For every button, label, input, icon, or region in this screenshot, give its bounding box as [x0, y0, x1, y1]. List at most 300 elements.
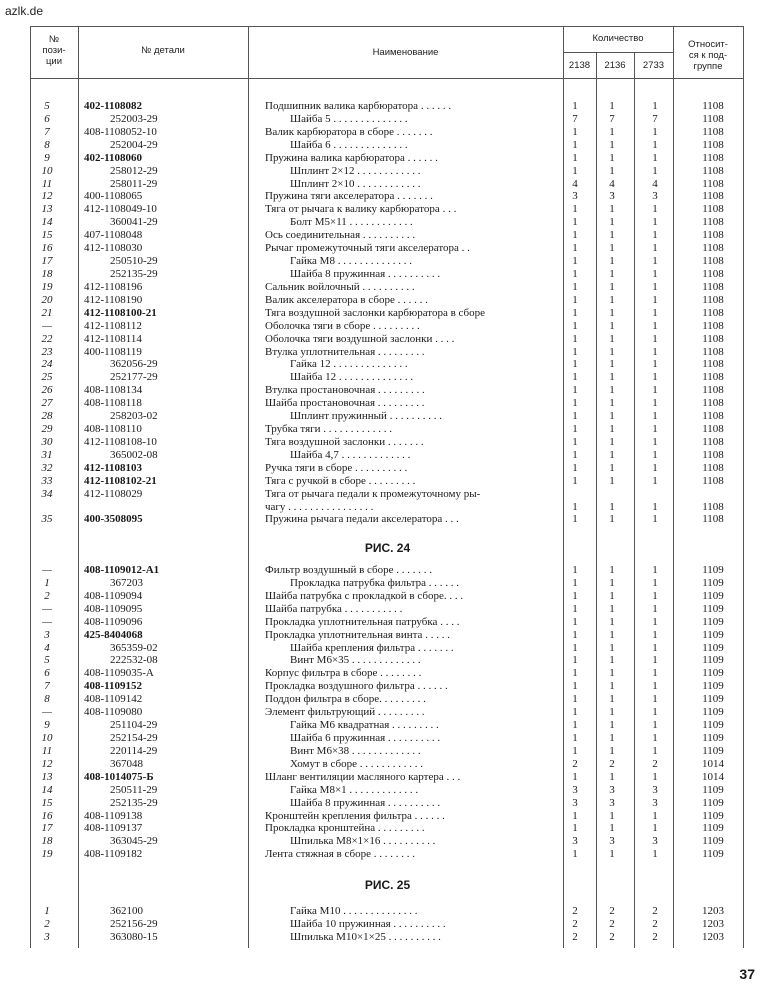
part-name: Пружина валика карбюратора . . . . . . — [265, 151, 438, 164]
position-number: 32 — [41, 461, 53, 474]
table-row — [0, 139, 775, 152]
qty-2136: 1 — [609, 474, 615, 487]
part-number: 362100 — [110, 905, 143, 917]
part-name: Шпилька M10×1×25 . . . . . . . . . . — [290, 930, 441, 943]
position-number: 8 — [44, 138, 50, 151]
position-number: 2 — [44, 589, 50, 602]
subgroup: 1108 — [702, 151, 724, 164]
position-number: — — [42, 564, 52, 576]
part-number: 250511-29 — [110, 783, 158, 796]
part-number: 408-1109080 — [84, 706, 143, 719]
qty-2136: 1 — [609, 848, 615, 861]
subgroup: 1109 — [702, 796, 724, 809]
table-row — [0, 848, 775, 861]
header-bottom-border — [30, 78, 743, 79]
qty-2136: 1 — [609, 680, 615, 693]
qty-2733: 1 — [652, 500, 658, 513]
subgroup: 1109 — [702, 654, 724, 667]
table-row — [0, 797, 775, 810]
table-row — [0, 758, 775, 771]
position-number: 30 — [41, 435, 53, 448]
position-number: 29 — [41, 423, 53, 435]
qty-2138: 1 — [572, 513, 578, 526]
qty-2138: 1 — [572, 615, 578, 628]
part-name: Шланг вентиляции масляного картера . . . — [265, 770, 461, 783]
part-number: 367048 — [110, 757, 143, 770]
qty-2136: 1 — [609, 641, 615, 654]
qty-2733: 1 — [652, 423, 658, 435]
part-name: Прокладка уплотнительная винта . . . . . — [265, 628, 450, 641]
part-name: Хомут в сборе . . . . . . . . . . . . — [290, 757, 423, 770]
subgroup: 1108 — [702, 410, 724, 423]
qty-2136: 1 — [609, 628, 615, 641]
qty-2138: 1 — [572, 203, 578, 216]
part-number: 258012-29 — [110, 164, 158, 177]
table-row — [0, 931, 775, 944]
qty-2733: 1 — [652, 564, 658, 576]
part-number: 220114-29 — [110, 744, 158, 757]
part-number: 402-1108082 — [84, 100, 143, 112]
position-number: 14 — [41, 783, 53, 796]
part-number: 408-1109142 — [84, 693, 143, 706]
qty-2138: 1 — [572, 848, 578, 861]
qty-2138: 1 — [572, 448, 578, 461]
subgroup: 1108 — [702, 513, 724, 526]
part-name: Шайба патрубка . . . . . . . . . . . — [265, 602, 403, 615]
part-name: Тяга от рычага педали к промежуточному ры- — [265, 487, 481, 500]
qty-2733: 1 — [652, 615, 658, 628]
part-number: 408-1108052-10 — [84, 125, 157, 138]
qty-2733: 1 — [652, 732, 658, 744]
part-number: 408-1108134 — [84, 384, 143, 397]
part-number: 412-1108112 — [84, 319, 142, 332]
part-name: Корпус фильтра в сборе . . . . . . . . — [265, 667, 422, 680]
qty-2136: 2 — [609, 757, 615, 770]
part-name: Шплинт пружинный . . . . . . . . . . — [290, 410, 442, 423]
table-row — [0, 822, 775, 835]
subgroup: 1108 — [702, 216, 724, 229]
part-name: Шплинт 2×10 . . . . . . . . . . . . — [290, 177, 421, 190]
qty-2138: 1 — [572, 500, 578, 513]
qty-2138: 2 — [572, 930, 578, 943]
qty-2136: 1 — [609, 410, 615, 423]
part-name: Ручка тяги в сборе . . . . . . . . . . — [265, 461, 408, 474]
qty-2733: 1 — [652, 589, 658, 602]
subgroup: 1109 — [702, 783, 724, 796]
position-number: 27 — [41, 397, 53, 410]
part-name: Фильтр воздушный в сборе . . . . . . . — [265, 564, 433, 576]
subgroup: 1109 — [702, 576, 724, 589]
table-row — [0, 784, 775, 797]
header-position: № пози- ции — [42, 34, 66, 67]
qty-2733: 1 — [652, 435, 658, 448]
subgroup: 1108 — [702, 242, 724, 255]
part-name: Шайба 5 . . . . . . . . . . . . . . — [290, 112, 408, 125]
table-row — [0, 333, 775, 346]
qty-2733: 1 — [652, 151, 658, 164]
part-number: 365002-08 — [110, 448, 158, 461]
position-number: 22 — [41, 332, 53, 345]
qty-2138: 1 — [572, 461, 578, 474]
part-number: 252154-29 — [110, 732, 158, 744]
part-number: 412-1108030 — [84, 242, 143, 255]
qty-2733: 1 — [652, 268, 658, 280]
qty-2136: 1 — [609, 822, 615, 835]
table-row — [0, 732, 775, 745]
qty-2136: 1 — [609, 138, 615, 151]
subgroup: 1108 — [702, 177, 724, 190]
qty-2138: 1 — [572, 654, 578, 667]
table-row — [0, 680, 775, 693]
qty-2136: 1 — [609, 589, 615, 602]
qty-2733: 1 — [652, 319, 658, 332]
table-row — [0, 918, 775, 931]
part-number: 258203-02 — [110, 410, 158, 423]
qty-2138: 1 — [572, 410, 578, 423]
qty-2733: 1 — [652, 848, 658, 861]
subgroup: 1108 — [702, 461, 724, 474]
part-name: Шайба 6 . . . . . . . . . . . . . . — [290, 138, 408, 151]
qty-2138: 1 — [572, 384, 578, 397]
qty-2138: 1 — [572, 809, 578, 822]
qty-2733: 1 — [652, 345, 658, 358]
table-row — [0, 488, 775, 501]
part-name: Валик акселератора в сборе . . . . . . — [265, 293, 428, 306]
figure-heading: РИС. 25 — [364, 878, 411, 892]
table-row — [0, 152, 775, 165]
qty-2138: 1 — [572, 229, 578, 242]
part-number: 252156-29 — [110, 917, 158, 930]
qty-2733: 1 — [652, 513, 658, 526]
qty-2733: 1 — [652, 474, 658, 487]
subgroup: 1108 — [702, 319, 724, 332]
qty-2138: 1 — [572, 125, 578, 138]
table-row — [0, 113, 775, 126]
header-part-number: № детали — [141, 45, 185, 56]
qty-2138: 1 — [572, 216, 578, 229]
qty-2136: 1 — [609, 576, 615, 589]
qty-2136: 1 — [609, 229, 615, 242]
position-number: 12 — [41, 757, 53, 770]
part-number: 412-1108103 — [84, 461, 143, 474]
subgroup: 1109 — [702, 564, 724, 576]
part-name: Пружина тяги акселератора . . . . . . . — [265, 190, 433, 203]
part-number: 408-1109096 — [84, 615, 143, 628]
position-number: 25 — [41, 371, 53, 384]
part-number: 367203 — [110, 576, 143, 589]
table-row — [0, 436, 775, 449]
qty-2733: 1 — [652, 384, 658, 397]
part-name: Гайка M8 . . . . . . . . . . . . . . — [290, 255, 412, 267]
table-row — [0, 384, 775, 397]
qty-2136: 3 — [609, 783, 615, 796]
part-number: 400-1108065 — [84, 190, 143, 203]
part-name: Гайка 12 . . . . . . . . . . . . . . — [290, 358, 408, 371]
qty-2733: 1 — [652, 100, 658, 112]
part-name: Шпилька M8×1×16 . . . . . . . . . . — [290, 835, 436, 848]
part-number: 360041-29 — [110, 216, 158, 229]
qty-2138: 1 — [572, 280, 578, 293]
part-name: Шайба 4,7 . . . . . . . . . . . . . — [290, 448, 411, 461]
position-number: 28 — [41, 410, 53, 423]
subgroup: 1108 — [702, 125, 724, 138]
part-name: Втулка уплотнительная . . . . . . . . . — [265, 345, 425, 358]
position-number: 31 — [41, 448, 53, 461]
part-number: 222532-08 — [110, 654, 158, 667]
part-name: Прокладка кронштейна . . . . . . . . . — [265, 822, 425, 835]
subgroup: 1108 — [702, 164, 724, 177]
part-name: Втулка простановочная . . . . . . . . . — [265, 384, 425, 397]
part-number: 400-3508095 — [84, 513, 143, 526]
qty-2733: 1 — [652, 125, 658, 138]
part-name: Шайба 12 . . . . . . . . . . . . . . — [290, 371, 414, 384]
part-name: Прокладка патрубка фильтра . . . . . . — [290, 576, 460, 589]
qty-2138: 3 — [572, 190, 578, 203]
position-number: 2 — [44, 917, 50, 930]
qty-2136: 1 — [609, 719, 615, 731]
table-row — [0, 281, 775, 294]
part-number: 408-1109152 — [84, 680, 143, 693]
table-row — [0, 371, 775, 384]
part-number: 408-1109137 — [84, 822, 143, 835]
part-number: 425-8404068 — [84, 628, 143, 641]
qty-2733: 1 — [652, 641, 658, 654]
position-number: 18 — [41, 268, 53, 280]
qty-2733: 1 — [652, 448, 658, 461]
qty-2733: 1 — [652, 576, 658, 589]
part-number: 250510-29 — [110, 255, 158, 267]
qty-2138: 1 — [572, 358, 578, 371]
position-number: 33 — [41, 474, 53, 487]
qty-2733: 3 — [652, 796, 658, 809]
position-number: 18 — [41, 835, 53, 848]
part-name: Тяга от рычага к валику карбюратора . . . — [265, 203, 457, 216]
table-row — [0, 178, 775, 191]
table-row — [0, 810, 775, 823]
part-name: Винт M6×38 . . . . . . . . . . . . . — [290, 744, 421, 757]
qty-2138: 2 — [572, 905, 578, 917]
part-number: 363080-15 — [110, 930, 158, 943]
subgroup: 1109 — [702, 628, 724, 641]
position-number: 5 — [44, 654, 50, 667]
table-row — [0, 320, 775, 333]
subgroup: 1109 — [702, 667, 724, 680]
qty-2138: 4 — [572, 177, 578, 190]
qty-2138: 1 — [572, 397, 578, 410]
qty-2733: 1 — [652, 693, 658, 706]
part-number: 408-1108118 — [84, 397, 142, 410]
qty-2138: 1 — [572, 706, 578, 719]
part-name: Шплинт 2×12 . . . . . . . . . . . . — [290, 164, 421, 177]
qty-2136: 1 — [609, 500, 615, 513]
qty-2136: 1 — [609, 654, 615, 667]
subgroup: 1109 — [702, 835, 724, 848]
header-subgroup: Относит- ся к под- группе — [688, 39, 728, 72]
part-name: Шайба 8 пружинная . . . . . . . . . . — [290, 796, 441, 809]
table-row — [0, 642, 775, 655]
position-number: 6 — [44, 112, 50, 125]
qty-2136: 1 — [609, 319, 615, 332]
table-row — [0, 397, 775, 410]
table-row — [0, 268, 775, 281]
qty-2136: 3 — [609, 190, 615, 203]
qty-2138: 1 — [572, 255, 578, 267]
part-number: 362056-29 — [110, 358, 158, 371]
subgroup: 1108 — [702, 358, 724, 371]
part-number: 412-1108102-21 — [84, 474, 157, 487]
qty-2733: 1 — [652, 461, 658, 474]
qty-2136: 1 — [609, 513, 615, 526]
qty-2733: 2 — [652, 905, 658, 917]
position-number: 6 — [44, 667, 50, 680]
position-number: 35 — [41, 513, 53, 526]
header-model-2733: 2733 — [642, 60, 665, 71]
part-name: чагу . . . . . . . . . . . . . . . . — [265, 500, 374, 513]
qty-2138: 1 — [572, 242, 578, 255]
position-number: 9 — [44, 151, 50, 164]
part-name: Элемент фильтрующий . . . . . . . . . — [265, 706, 425, 719]
subgroup: 1109 — [702, 744, 724, 757]
position-number: 12 — [41, 190, 53, 203]
qty-2136: 1 — [609, 345, 615, 358]
table-row — [0, 577, 775, 590]
qty-2733: 3 — [652, 783, 658, 796]
position-number: 19 — [41, 280, 53, 293]
position-number: 7 — [44, 680, 50, 693]
table-row — [0, 294, 775, 307]
part-number: 408-1109094 — [84, 589, 143, 602]
qty-2733: 1 — [652, 371, 658, 384]
qty-2733: 1 — [652, 602, 658, 615]
subgroup: 1108 — [702, 203, 724, 216]
subgroup: 1108 — [702, 280, 724, 293]
table-row — [0, 190, 775, 203]
subgroup: 1109 — [702, 693, 724, 706]
position-number: 8 — [44, 693, 50, 706]
qty-2733: 2 — [652, 930, 658, 943]
table-row — [0, 242, 775, 255]
part-number: 402-1108060 — [84, 151, 143, 164]
part-number: 251104-29 — [110, 719, 158, 731]
position-number: 15 — [41, 796, 53, 809]
qty-2138: 1 — [572, 628, 578, 641]
qty-2733: 1 — [652, 332, 658, 345]
table-row — [0, 475, 775, 488]
header-name: Наименование — [372, 47, 439, 58]
table-row — [0, 462, 775, 475]
part-name: Болт M5×11 . . . . . . . . . . . . — [290, 216, 413, 229]
qty-2138: 1 — [572, 693, 578, 706]
qty-2138: 1 — [572, 319, 578, 332]
qty-2136: 1 — [609, 809, 615, 822]
qty-2136: 1 — [609, 435, 615, 448]
part-number: 252003-29 — [110, 112, 158, 125]
position-number: — — [42, 319, 52, 332]
qty-2138: 1 — [572, 100, 578, 112]
qty-2733: 3 — [652, 190, 658, 203]
subgroup: 1108 — [702, 345, 724, 358]
qty-header-divider — [563, 52, 673, 53]
table-row — [0, 229, 775, 242]
qty-2136: 1 — [609, 693, 615, 706]
qty-2136: 1 — [609, 242, 615, 255]
subgroup: 1109 — [702, 706, 724, 719]
qty-2136: 1 — [609, 564, 615, 576]
table-row — [0, 745, 775, 758]
part-name: Прокладка воздушного фильтра . . . . . . — [265, 680, 448, 693]
qty-2138: 1 — [572, 667, 578, 680]
part-name: Шайба патрубка с прокладкой в сборе. . . . — [265, 589, 464, 602]
position-number: 9 — [44, 719, 50, 731]
table-row — [0, 706, 775, 719]
table-row — [0, 100, 775, 113]
table-row — [0, 905, 775, 918]
qty-2733: 1 — [652, 255, 658, 267]
part-name: Валик карбюратора в сборе . . . . . . . — [265, 125, 433, 138]
part-number: 365359-02 — [110, 641, 158, 654]
position-number: 16 — [41, 242, 53, 255]
qty-2733: 1 — [652, 306, 658, 319]
subgroup: 1108 — [702, 138, 724, 151]
part-name: Подшипник валика карбюратора . . . . . . — [265, 100, 452, 112]
qty-2733: 2 — [652, 757, 658, 770]
position-number: 34 — [41, 487, 53, 500]
qty-2733: 4 — [652, 177, 658, 190]
subgroup: 1109 — [702, 641, 724, 654]
subgroup: 1109 — [702, 615, 724, 628]
position-number: 17 — [41, 255, 53, 267]
qty-2733: 1 — [652, 719, 658, 731]
qty-2733: 1 — [652, 654, 658, 667]
table-row — [0, 693, 775, 706]
subgroup: 1014 — [702, 770, 724, 783]
qty-2136: 1 — [609, 667, 615, 680]
part-number: 363045-29 — [110, 835, 158, 848]
subgroup: 1109 — [702, 719, 724, 731]
qty-2136: 1 — [609, 100, 615, 112]
qty-2136: 2 — [609, 905, 615, 917]
part-name: Трубка тяги . . . . . . . . . . . . . — [265, 423, 393, 435]
position-number: 16 — [41, 809, 53, 822]
position-number: 10 — [41, 732, 53, 744]
header-quantity: Количество — [592, 33, 644, 44]
page-number: 37 — [739, 966, 755, 982]
subgroup: 1108 — [702, 474, 724, 487]
qty-2136: 1 — [609, 268, 615, 280]
subgroup: 1108 — [702, 397, 724, 410]
qty-2136: 1 — [609, 203, 615, 216]
qty-2138: 1 — [572, 293, 578, 306]
part-number: 412-1108114 — [84, 332, 142, 345]
part-name: Шайба крепления фильтра . . . . . . . — [290, 641, 454, 654]
subgroup: 1203 — [702, 905, 724, 917]
part-name: Поддон фильтра в сборе. . . . . . . . . — [265, 693, 426, 706]
part-name: Сальник войлочный . . . . . . . . . . — [265, 280, 415, 293]
qty-2136: 1 — [609, 371, 615, 384]
table-row — [0, 216, 775, 229]
qty-2138: 1 — [572, 435, 578, 448]
qty-2733: 1 — [652, 628, 658, 641]
subgroup: 1014 — [702, 757, 724, 770]
qty-2136: 1 — [609, 448, 615, 461]
part-number: 412-1108100-21 — [84, 306, 157, 319]
part-name: Кронштейн крепления фильтра . . . . . . — [265, 809, 445, 822]
part-name: Прокладка уплотнительная патрубка . . . . — [265, 615, 460, 628]
subgroup: 1108 — [702, 293, 724, 306]
qty-2136: 4 — [609, 177, 615, 190]
subgroup: 1108 — [702, 268, 724, 280]
qty-2136: 1 — [609, 602, 615, 615]
